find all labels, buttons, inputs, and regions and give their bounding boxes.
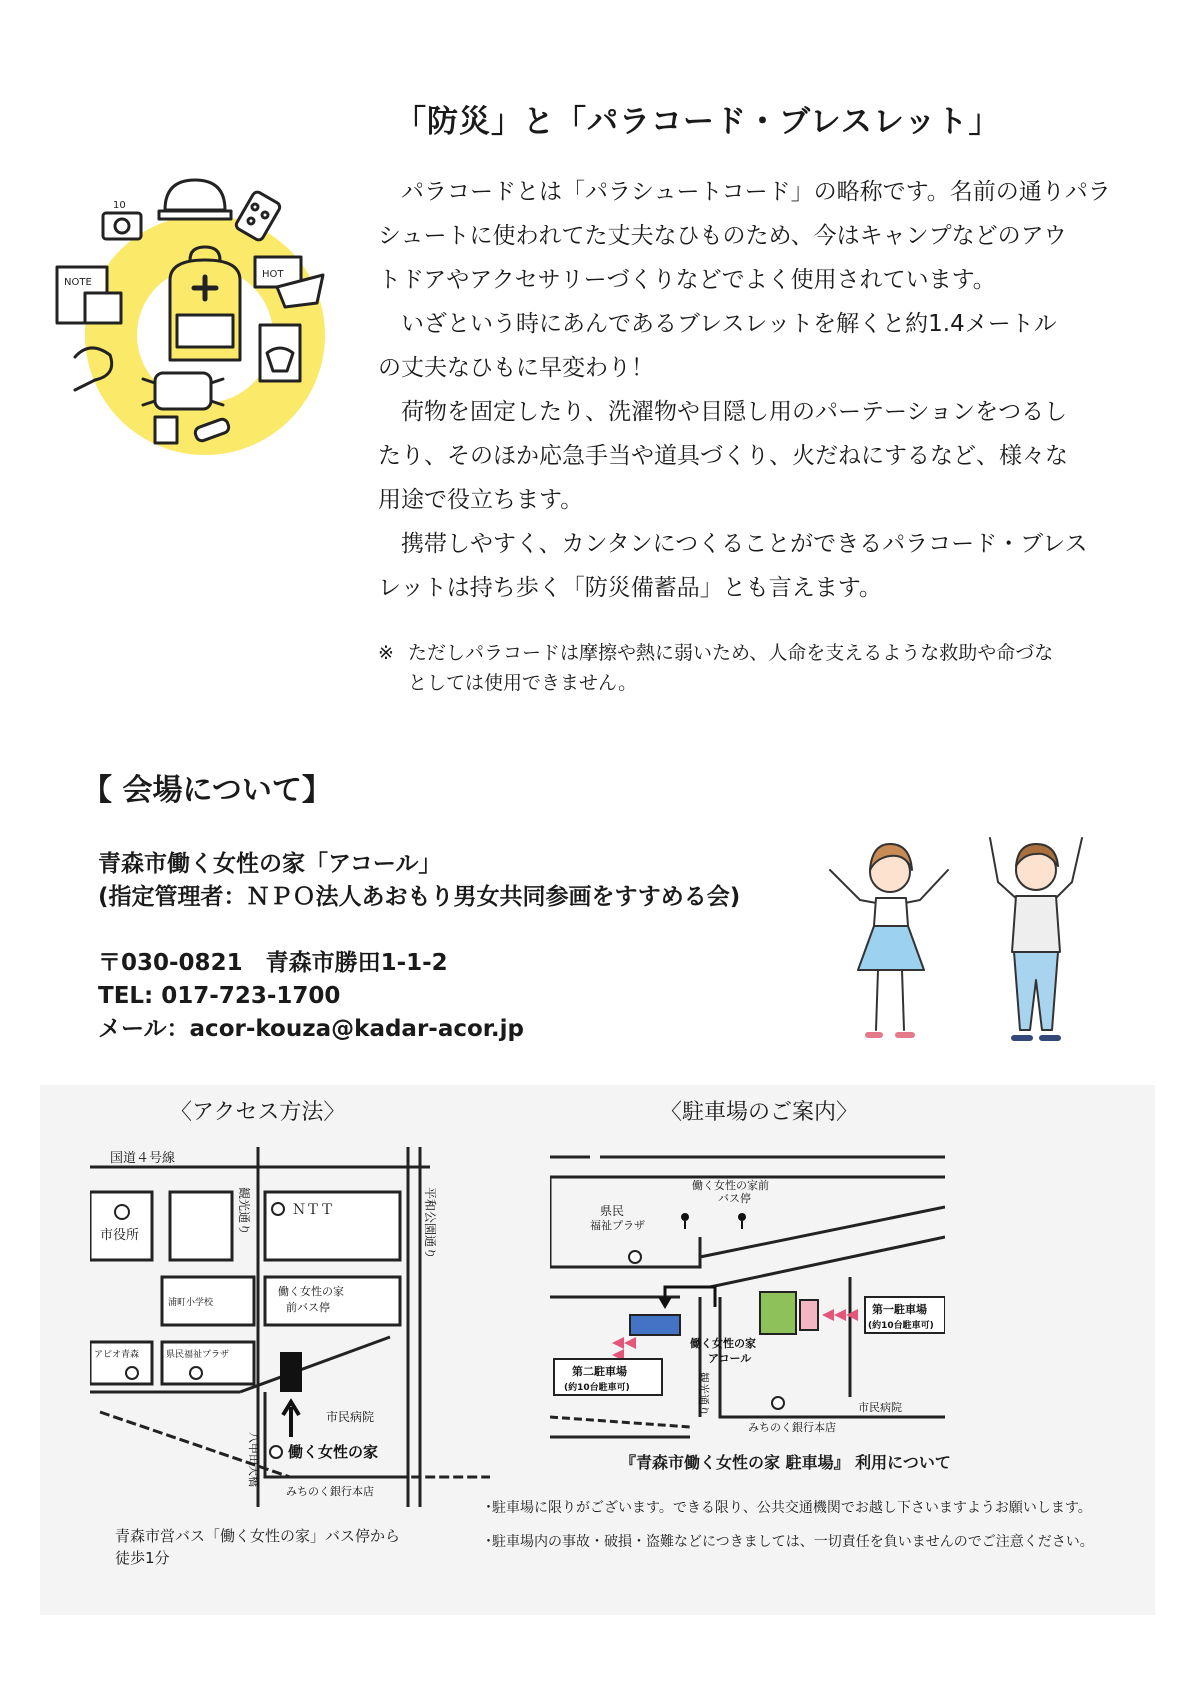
camera-icon bbox=[103, 200, 141, 239]
label-hospital: 市民病院 bbox=[326, 1410, 375, 1424]
venue-mail[interactable]: メール：acor-kouza@kadar-acor.jp bbox=[98, 1016, 524, 1042]
intro-line: の丈夫なひもに早変わり！ bbox=[378, 355, 654, 381]
svg-text:HOT: HOT bbox=[262, 269, 284, 280]
arrow-icon bbox=[283, 1402, 299, 1437]
label-venue: 働く女性の家 bbox=[690, 1337, 756, 1350]
map-area bbox=[40, 1085, 1155, 1615]
boy-figure bbox=[990, 838, 1082, 1038]
label-route4: 国道４号線 bbox=[110, 1151, 176, 1166]
venue-manager: (指定管理者：ＮＰＯ法人あおもり男女共同参画をすすめる会) bbox=[98, 884, 741, 910]
intro-line: パラコードとは「パラシュートコード」の略称です。名前の通りパラ bbox=[378, 179, 1111, 205]
label-heiwa: 平和公園通り bbox=[423, 1187, 437, 1260]
svg-text:10: 10 bbox=[113, 200, 126, 211]
venue-marker bbox=[760, 1292, 796, 1334]
caption-line: 徒歩1分 bbox=[115, 1549, 170, 1567]
label-kanko: 観光通り bbox=[237, 1187, 251, 1236]
svg-text:(約10台駐車可): (約10台駐車可) bbox=[868, 1321, 934, 1331]
label-bus-stop-2: バス停 bbox=[718, 1192, 751, 1205]
lot1-callout bbox=[865, 1297, 945, 1333]
label-bank: みちのく銀行本店 bbox=[748, 1421, 836, 1434]
venue-name: 青森市働く女性の家「アコール」 bbox=[98, 851, 442, 877]
svg-text:NOTE: NOTE bbox=[64, 277, 92, 288]
section-title: 「防災」と「パラコード・ブレスレット」 bbox=[395, 104, 1001, 140]
intro-line: たり、そのほか応急手当や道具づくり、火だねにするなど、様々な bbox=[378, 443, 1068, 469]
label-ntt: ＮＴＴ bbox=[292, 1202, 334, 1218]
svg-text:第二駐車場: 第二駐車場 bbox=[572, 1365, 627, 1378]
parking-map-title: 〈駐車場のご案内〉 bbox=[660, 1100, 859, 1125]
label-avio: アピオ青森 bbox=[94, 1350, 140, 1360]
toilet-icon bbox=[260, 325, 300, 381]
label-acor: アコール bbox=[708, 1352, 752, 1365]
intro-line: 用途で役立ちます。 bbox=[378, 487, 584, 513]
venue-tel: TEL: 017-723-1700 bbox=[98, 983, 341, 1009]
caution-note bbox=[378, 638, 1053, 698]
route-arrow-icon bbox=[658, 1297, 672, 1309]
bus-caption bbox=[115, 1525, 400, 1569]
lot2-callout bbox=[554, 1359, 662, 1395]
access-map-title: 〈アクセス方法〉 bbox=[170, 1100, 346, 1125]
helmet-icon bbox=[159, 180, 231, 219]
venue-address: 〒030-0821 青森市勝田1-1-2 bbox=[98, 950, 448, 976]
mask-icon bbox=[143, 373, 223, 409]
venue-info bbox=[98, 848, 740, 1046]
svg-text:第一駐車場: 第一駐車場 bbox=[872, 1303, 927, 1316]
emergency-kit-illustration bbox=[55, 175, 355, 475]
intro-paragraphs bbox=[378, 170, 1158, 610]
label-hospital: 市民病院 bbox=[858, 1401, 902, 1414]
label-bus-stop: 働く女性の家 bbox=[278, 1285, 344, 1298]
access-map[interactable] bbox=[90, 1147, 490, 1507]
label-bridge: 八甲田大橋 bbox=[247, 1432, 260, 1487]
venue-building-marker bbox=[280, 1352, 302, 1392]
venue-heading: 【 会場について】 bbox=[82, 773, 332, 808]
label-city-hall: 市役所 bbox=[100, 1228, 140, 1243]
label-welfare-plaza: 福祉プラザ bbox=[590, 1219, 645, 1232]
label-bank: みちのく銀行本店 bbox=[286, 1485, 374, 1498]
label-venue: 働く女性の家 bbox=[288, 1443, 379, 1461]
parking-usage-title: 『青森市働く女性の家 駐車場』 利用について bbox=[620, 1453, 951, 1472]
intro-line: 携帯しやすく、カンタンにつくることができるパラコード・ブレス bbox=[378, 531, 1088, 557]
label-kanko: 観光通り bbox=[697, 1372, 710, 1416]
label-kenmin: 県民 bbox=[600, 1204, 625, 1218]
intro-line: トドアやアクセサリーづくりなどでよく使用されています。 bbox=[378, 267, 996, 293]
note-line: としては使用できません。 bbox=[408, 672, 638, 694]
svg-text:(約10台駐車可): (約10台駐車可) bbox=[564, 1383, 630, 1393]
parking-notice: ･駐車場内の事故・破損・盗難などにつきましては、一切責任を負いませんのでご注意ください。 bbox=[485, 1534, 1094, 1550]
intro-line: 荷物を固定したり、洗濯物や目隠し用のパーテーションをつるし bbox=[378, 399, 1068, 425]
label-welfare-plaza: 県民福祉プラザ bbox=[166, 1350, 230, 1360]
lot2-marker bbox=[630, 1315, 680, 1335]
intro-line: シュートに使われてた丈夫なひものため、今はキャンプなどのアウ bbox=[378, 223, 1067, 249]
lot1-marker bbox=[800, 1300, 818, 1330]
note-mark: ※ bbox=[378, 642, 394, 664]
intro-line: レットは持ち歩く「防災備蓄品」とも言えます。 bbox=[378, 575, 882, 601]
parking-notice: ･駐車場に限りがございます。できる限り、公共交通機関でお越し下さいますようお願いします。 bbox=[485, 1500, 1092, 1516]
label-school: 浦町小学校 bbox=[168, 1298, 214, 1308]
caption-line: 青森市営バス「働く女性の家」バス停から bbox=[115, 1527, 401, 1545]
girl-figure bbox=[830, 844, 948, 1035]
label-bus-stop-2: 前バス停 bbox=[286, 1301, 330, 1314]
cup-icon bbox=[155, 417, 177, 443]
label-bus-stop: 働く女性の家前 bbox=[692, 1179, 769, 1192]
children-illustration bbox=[820, 830, 1120, 1055]
parking-map[interactable] bbox=[550, 1147, 945, 1439]
intro-line: いざという時にあんであるブレスレットを解くと約1.4メートル bbox=[378, 311, 1057, 337]
note-line: ただしパラコードは摩擦や熱に弱いため、人命を支えるような救助や命づな bbox=[408, 642, 1054, 664]
backpack-icon bbox=[170, 247, 240, 360]
